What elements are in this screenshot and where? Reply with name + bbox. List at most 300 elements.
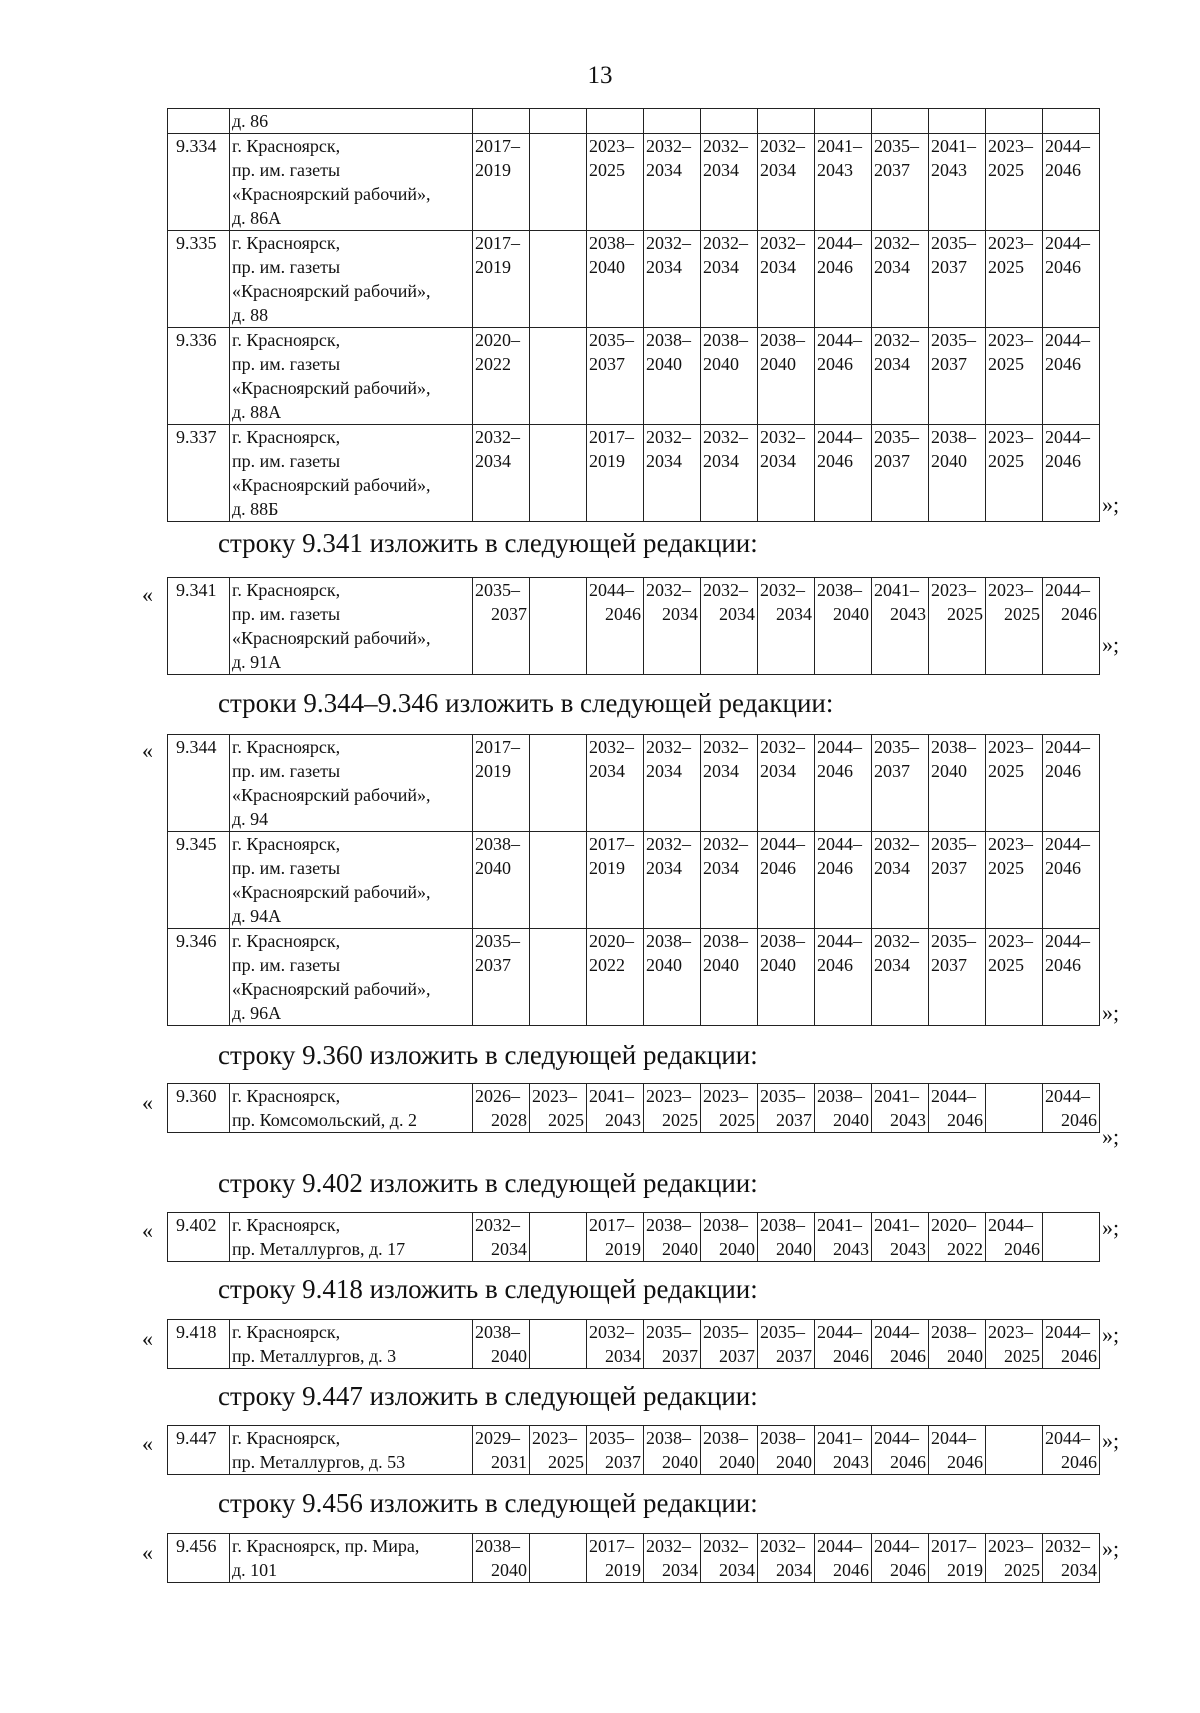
year-range-end: 2046	[890, 1346, 926, 1366]
address-line: «Красноярский рабочий»,	[232, 785, 431, 805]
year-range-start: 2032–	[760, 737, 805, 757]
year-range-cell	[1043, 425, 1100, 522]
year-range-cell	[815, 425, 872, 522]
year-range-end: 2040	[491, 1560, 527, 1580]
year-range-cell	[758, 1213, 815, 1262]
year-range-cell	[644, 929, 701, 1026]
year-range-end: 2046	[1061, 1110, 1097, 1130]
year-range-end: 2037	[874, 160, 910, 180]
address-line: д. 88	[232, 305, 269, 325]
year-range-cell	[587, 1534, 644, 1583]
year-range-cell	[986, 109, 1043, 134]
year-range-start: 2032–	[703, 233, 748, 253]
year-range-cell	[872, 231, 929, 328]
year-range-cell	[530, 1084, 587, 1133]
year-range-cell	[587, 929, 644, 1026]
year-range-end: 2040	[475, 858, 511, 878]
year-range-cell	[815, 1426, 872, 1475]
address-line: «Красноярский рабочий»,	[232, 475, 431, 495]
address-cell	[230, 929, 473, 1026]
year-range-end: 2034	[719, 1560, 755, 1580]
address-cell	[230, 832, 473, 929]
year-range-cell	[872, 425, 929, 522]
year-range-cell	[986, 1426, 1043, 1475]
year-range-start: 2038–	[931, 737, 976, 757]
year-range-cell	[644, 425, 701, 522]
address-line: пр. им. газеты	[232, 858, 341, 878]
year-range-cell	[644, 735, 701, 832]
table-block-7	[167, 1425, 1100, 1475]
address-line: пр. им. газеты	[232, 955, 341, 975]
address-line: д. 94А	[232, 906, 282, 926]
year-range-start: 2023–	[988, 330, 1033, 350]
year-range-end: 2028	[491, 1110, 527, 1130]
year-range-start: 2023–	[589, 136, 634, 156]
year-range-end: 2040	[491, 1346, 527, 1366]
year-range-start: 2035–	[760, 1322, 805, 1342]
open-quote: «	[142, 1540, 153, 1565]
address-line: г. Красноярск,	[232, 1086, 341, 1106]
year-range-start: 2044–	[1045, 1322, 1090, 1342]
year-range-end: 2034	[874, 955, 910, 975]
year-range-start: 2035–	[931, 931, 976, 951]
year-range-cell	[473, 1213, 530, 1262]
row-number	[168, 109, 230, 134]
year-range-start: 2044–	[1045, 136, 1090, 156]
year-range-end: 2043	[605, 1110, 641, 1130]
year-range-end: 2040	[833, 604, 869, 624]
close-quote: »;	[1102, 492, 1120, 517]
year-range-cell	[872, 1084, 929, 1133]
year-range-start: 2038–	[931, 427, 976, 447]
year-range-start: 2035–	[703, 1322, 748, 1342]
year-range-start: 2044–	[817, 330, 862, 350]
year-range-start: 2044–	[1045, 233, 1090, 253]
address-line: г. Красноярск,	[232, 427, 341, 447]
year-range-cell	[1043, 1534, 1100, 1583]
year-range-end: 2046	[1061, 1452, 1097, 1472]
address-line: пр. им. газеты	[232, 160, 341, 180]
year-range-start: 2044–	[817, 834, 862, 854]
year-range-start: 2017–	[475, 233, 520, 253]
close-quote: »;	[1102, 1428, 1120, 1453]
year-range-end: 2040	[931, 761, 967, 781]
year-range-end: 2037	[931, 955, 967, 975]
year-range-start: 2035–	[931, 330, 976, 350]
year-range-end: 2046	[833, 1560, 869, 1580]
year-range-cell	[758, 109, 815, 134]
year-range-cell	[587, 578, 644, 675]
address-line: «Красноярский рабочий»,	[232, 979, 431, 999]
year-range-start: 2017–	[589, 427, 634, 447]
year-range-cell	[473, 328, 530, 425]
year-range-end: 2034	[703, 451, 739, 471]
year-range-start: 2032–	[760, 233, 805, 253]
address-cell	[230, 328, 473, 425]
year-range-end: 2034	[874, 858, 910, 878]
data-table	[167, 1212, 1100, 1262]
year-range-start: 2044–	[874, 1322, 919, 1342]
year-range-cell	[758, 231, 815, 328]
year-range-end: 2025	[1004, 1560, 1040, 1580]
year-range-start: 2032–	[646, 136, 691, 156]
table-block-1	[167, 108, 1100, 522]
year-range-start: 2035–	[931, 233, 976, 253]
year-range-cell	[473, 735, 530, 832]
year-range-cell	[929, 1320, 986, 1369]
year-range-end: 2025	[988, 761, 1024, 781]
year-range-cell	[815, 134, 872, 231]
year-range-end: 2034	[662, 1560, 698, 1580]
year-range-cell	[815, 832, 872, 929]
address-line: пр. им. газеты	[232, 451, 341, 471]
year-range-end: 2025	[947, 604, 983, 624]
year-range-cell	[758, 425, 815, 522]
year-range-start: 2032–	[760, 427, 805, 447]
close-quote: »;	[1102, 632, 1120, 657]
year-range-cell	[644, 1426, 701, 1475]
year-range-start: 2038–	[646, 1215, 691, 1235]
year-range-end: 2022	[475, 354, 511, 374]
year-range-end: 2034	[646, 160, 682, 180]
year-range-end: 2034	[1061, 1560, 1097, 1580]
address-cell	[230, 578, 473, 675]
address-cell	[230, 1534, 473, 1583]
row-number: 9.335	[168, 231, 230, 328]
section-heading: строку 9.402 изложить в следующей редакции:	[218, 1168, 758, 1198]
year-range-end: 2025	[988, 257, 1024, 277]
year-range-cell	[701, 1320, 758, 1369]
table-row	[168, 929, 1100, 1026]
year-range-end: 2034	[703, 858, 739, 878]
year-range-end: 2043	[833, 1452, 869, 1472]
year-range-start: 2044–	[931, 1086, 976, 1106]
year-range-start: 2041–	[931, 136, 976, 156]
year-range-cell	[758, 735, 815, 832]
year-range-cell	[587, 1426, 644, 1475]
year-range-end: 2040	[833, 1110, 869, 1130]
year-range-end: 2040	[719, 1239, 755, 1259]
year-range-cell	[986, 134, 1043, 231]
year-range-end: 2034	[703, 257, 739, 277]
year-range-start: 2035–	[589, 1428, 634, 1448]
year-range-start: 2032–	[703, 427, 748, 447]
year-range-end: 2037	[605, 1452, 641, 1472]
year-range-end: 2025	[548, 1452, 584, 1472]
year-range-end: 2040	[646, 955, 682, 975]
year-range-start: 2038–	[817, 580, 862, 600]
address-line: пр. им. газеты	[232, 257, 341, 277]
year-range-end: 2046	[817, 451, 853, 471]
year-range-cell	[815, 109, 872, 134]
year-range-cell	[701, 231, 758, 328]
year-range-end: 2040	[776, 1239, 812, 1259]
address-line: г. Красноярск,	[232, 737, 341, 757]
row-number: 9.418	[168, 1320, 230, 1369]
year-range-cell	[929, 134, 986, 231]
year-range-end: 2046	[890, 1452, 926, 1472]
year-range-cell	[815, 735, 872, 832]
year-range-start: 2044–	[988, 1215, 1033, 1235]
year-range-cell	[929, 1213, 986, 1262]
address-line: пр. Металлургов, д. 3	[232, 1346, 397, 1366]
year-range-end: 2037	[931, 257, 967, 277]
table-row	[168, 1320, 1100, 1369]
open-quote: «	[142, 1090, 153, 1115]
year-range-start: 2032–	[760, 580, 805, 600]
year-range-end: 2043	[817, 160, 853, 180]
year-range-cell	[758, 929, 815, 1026]
address-cell	[230, 134, 473, 231]
year-range-start: 2044–	[817, 427, 862, 447]
year-range-cell	[815, 929, 872, 1026]
address-line: д. 96А	[232, 1003, 282, 1023]
year-range-end: 2040	[719, 1452, 755, 1472]
year-range-start: 2035–	[874, 737, 919, 757]
year-range-end: 2025	[662, 1110, 698, 1130]
section-heading: строки 9.344–9.346 изложить в следующей редакции:	[218, 688, 834, 718]
year-range-start: 2038–	[760, 330, 805, 350]
close-quote: »;	[1102, 1322, 1120, 1347]
address-cell	[230, 1213, 473, 1262]
year-range-end: 2046	[1045, 858, 1081, 878]
year-range-end: 2034	[874, 257, 910, 277]
year-range-start: 2041–	[874, 580, 919, 600]
year-range-end: 2019	[589, 451, 625, 471]
year-range-cell	[587, 1320, 644, 1369]
year-range-end: 2019	[605, 1560, 641, 1580]
year-range-start: 2017–	[475, 136, 520, 156]
year-range-end: 2040	[760, 354, 796, 374]
table-block-5	[167, 1212, 1100, 1262]
open-quote: «	[142, 582, 153, 607]
year-range-start: 2020–	[589, 931, 634, 951]
year-range-cell	[530, 832, 587, 929]
year-range-cell	[815, 1534, 872, 1583]
year-range-start: 2023–	[988, 931, 1033, 951]
year-range-start: 2041–	[874, 1215, 919, 1235]
year-range-end: 2046	[1045, 451, 1081, 471]
table-block-2	[167, 577, 1100, 675]
address-line: «Красноярский рабочий»,	[232, 281, 431, 301]
section-heading: строку 9.360 изложить в следующей редакции:	[218, 1040, 758, 1070]
year-range-cell	[644, 328, 701, 425]
year-range-cell	[587, 134, 644, 231]
address-line: пр. Комсомольский, д. 2	[232, 1110, 417, 1130]
year-range-start: 2044–	[1045, 931, 1090, 951]
year-range-cell	[473, 1534, 530, 1583]
year-range-cell	[644, 832, 701, 929]
section-heading: строку 9.447 изложить в следующей редакции:	[218, 1381, 758, 1411]
year-range-start: 2032–	[703, 834, 748, 854]
year-range-start: 2032–	[703, 580, 748, 600]
year-range-cell	[644, 1213, 701, 1262]
year-range-end: 2046	[817, 354, 853, 374]
address-line: д. 101	[232, 1560, 278, 1580]
year-range-end: 2037	[491, 604, 527, 624]
year-range-cell	[758, 134, 815, 231]
year-range-start: 2044–	[1045, 427, 1090, 447]
year-range-cell	[473, 929, 530, 1026]
year-range-start: 2035–	[874, 136, 919, 156]
year-range-start: 2023–	[988, 1536, 1033, 1556]
year-range-start: 2035–	[475, 580, 520, 600]
year-range-end: 2037	[589, 354, 625, 374]
address-line: г. Красноярск,	[232, 1428, 341, 1448]
year-range-end: 2025	[988, 451, 1024, 471]
year-range-start: 2035–	[760, 1086, 805, 1106]
year-range-cell	[587, 328, 644, 425]
year-range-cell	[530, 578, 587, 675]
year-range-end: 2025	[1004, 1346, 1040, 1366]
table-block-8	[167, 1533, 1100, 1583]
year-range-start: 2038–	[760, 931, 805, 951]
year-range-cell	[644, 1084, 701, 1133]
table-block-6	[167, 1319, 1100, 1369]
year-range-end: 2046	[817, 858, 853, 878]
year-range-start: 2032–	[646, 834, 691, 854]
year-range-start: 2035–	[475, 931, 520, 951]
year-range-cell	[986, 328, 1043, 425]
table-row	[168, 328, 1100, 425]
year-range-cell	[929, 109, 986, 134]
year-range-end: 2034	[703, 160, 739, 180]
year-range-cell	[815, 578, 872, 675]
year-range-end: 2034	[776, 1560, 812, 1580]
year-range-start: 2023–	[646, 1086, 691, 1106]
year-range-start: 2038–	[760, 1215, 805, 1235]
year-range-end: 2034	[605, 1346, 641, 1366]
year-range-start: 2038–	[475, 1536, 520, 1556]
year-range-cell	[473, 1426, 530, 1475]
address-line: «Красноярский рабочий»,	[232, 378, 431, 398]
year-range-end: 2046	[947, 1110, 983, 1130]
year-range-cell	[701, 929, 758, 1026]
year-range-start: 2038–	[589, 233, 634, 253]
address-line: «Красноярский рабочий»,	[232, 628, 431, 648]
year-range-start: 2038–	[646, 330, 691, 350]
year-range-start: 2023–	[988, 834, 1033, 854]
year-range-cell	[530, 735, 587, 832]
table-row	[168, 1534, 1100, 1583]
year-range-start: 2032–	[475, 427, 520, 447]
section-heading: строку 9.341 изложить в следующей редакции:	[218, 528, 758, 558]
address-line: д. 91А	[232, 652, 282, 672]
year-range-start: 2044–	[1045, 834, 1090, 854]
year-range-cell	[872, 1426, 929, 1475]
year-range-start: 2032–	[475, 1215, 520, 1235]
year-range-cell	[530, 1534, 587, 1583]
year-range-end: 2034	[646, 257, 682, 277]
year-range-cell	[929, 1534, 986, 1583]
year-range-cell	[530, 134, 587, 231]
year-range-end: 2046	[1045, 354, 1081, 374]
year-range-start: 2038–	[475, 834, 520, 854]
year-range-start: 2035–	[931, 834, 976, 854]
year-range-end: 2025	[988, 858, 1024, 878]
year-range-start: 2044–	[874, 1428, 919, 1448]
year-range-cell	[473, 134, 530, 231]
year-range-start: 2041–	[874, 1086, 919, 1106]
year-range-cell	[701, 1084, 758, 1133]
address-line: г. Красноярск,	[232, 136, 341, 156]
year-range-cell	[872, 832, 929, 929]
year-range-end: 2034	[646, 451, 682, 471]
year-range-end: 2019	[475, 257, 511, 277]
address-line: г. Красноярск,	[232, 1322, 341, 1342]
table-row	[168, 231, 1100, 328]
year-range-start: 2023–	[988, 737, 1033, 757]
data-table	[167, 577, 1100, 675]
year-range-start: 2032–	[703, 737, 748, 757]
data-table	[167, 1319, 1100, 1369]
year-range-end: 2034	[703, 761, 739, 781]
year-range-start: 2032–	[760, 136, 805, 156]
year-range-end: 2046	[1061, 1346, 1097, 1366]
year-range-start: 2041–	[817, 136, 862, 156]
year-range-end: 2040	[662, 1239, 698, 1259]
year-range-cell	[1043, 929, 1100, 1026]
year-range-cell	[986, 929, 1043, 1026]
year-range-cell	[530, 231, 587, 328]
year-range-end: 2037	[662, 1346, 698, 1366]
year-range-cell	[701, 425, 758, 522]
open-quote: «	[142, 738, 153, 763]
year-range-end: 2034	[662, 604, 698, 624]
year-range-cell	[872, 328, 929, 425]
year-range-cell	[872, 1320, 929, 1369]
year-range-cell	[1043, 1426, 1100, 1475]
year-range-start: 2032–	[874, 233, 919, 253]
year-range-cell	[530, 425, 587, 522]
section-heading: строку 9.418 изложить в следующей редакции:	[218, 1274, 758, 1304]
year-range-cell	[815, 1320, 872, 1369]
year-range-start: 2023–	[931, 580, 976, 600]
address-line: г. Красноярск,	[232, 1215, 341, 1235]
year-range-end: 2025	[988, 160, 1024, 180]
year-range-end: 2034	[760, 451, 796, 471]
year-range-end: 2037	[776, 1346, 812, 1366]
year-range-end: 2046	[1045, 955, 1081, 975]
year-range-end: 2037	[874, 451, 910, 471]
year-range-end: 2037	[931, 858, 967, 878]
year-range-end: 2034	[589, 761, 625, 781]
year-range-cell	[815, 231, 872, 328]
year-range-end: 2037	[719, 1346, 755, 1366]
year-range-cell	[986, 832, 1043, 929]
year-range-start: 2035–	[646, 1322, 691, 1342]
address-line: пр. им. газеты	[232, 761, 341, 781]
year-range-cell	[1043, 735, 1100, 832]
year-range-end: 2040	[931, 451, 967, 471]
year-range-start: 2032–	[589, 1322, 634, 1342]
year-range-cell	[758, 1320, 815, 1369]
year-range-start: 2038–	[646, 931, 691, 951]
year-range-cell	[986, 735, 1043, 832]
address-line: г. Красноярск,	[232, 330, 341, 350]
year-range-end: 2046	[1045, 257, 1081, 277]
year-range-cell	[929, 832, 986, 929]
year-range-start: 2032–	[703, 136, 748, 156]
year-range-start: 2017–	[589, 834, 634, 854]
close-quote: »;	[1102, 1124, 1120, 1149]
year-range-start: 2032–	[646, 580, 691, 600]
year-range-cell	[473, 1084, 530, 1133]
year-range-end: 2046	[817, 257, 853, 277]
row-number: 9.456	[168, 1534, 230, 1583]
data-table	[167, 1533, 1100, 1583]
year-range-start: 2020–	[475, 330, 520, 350]
